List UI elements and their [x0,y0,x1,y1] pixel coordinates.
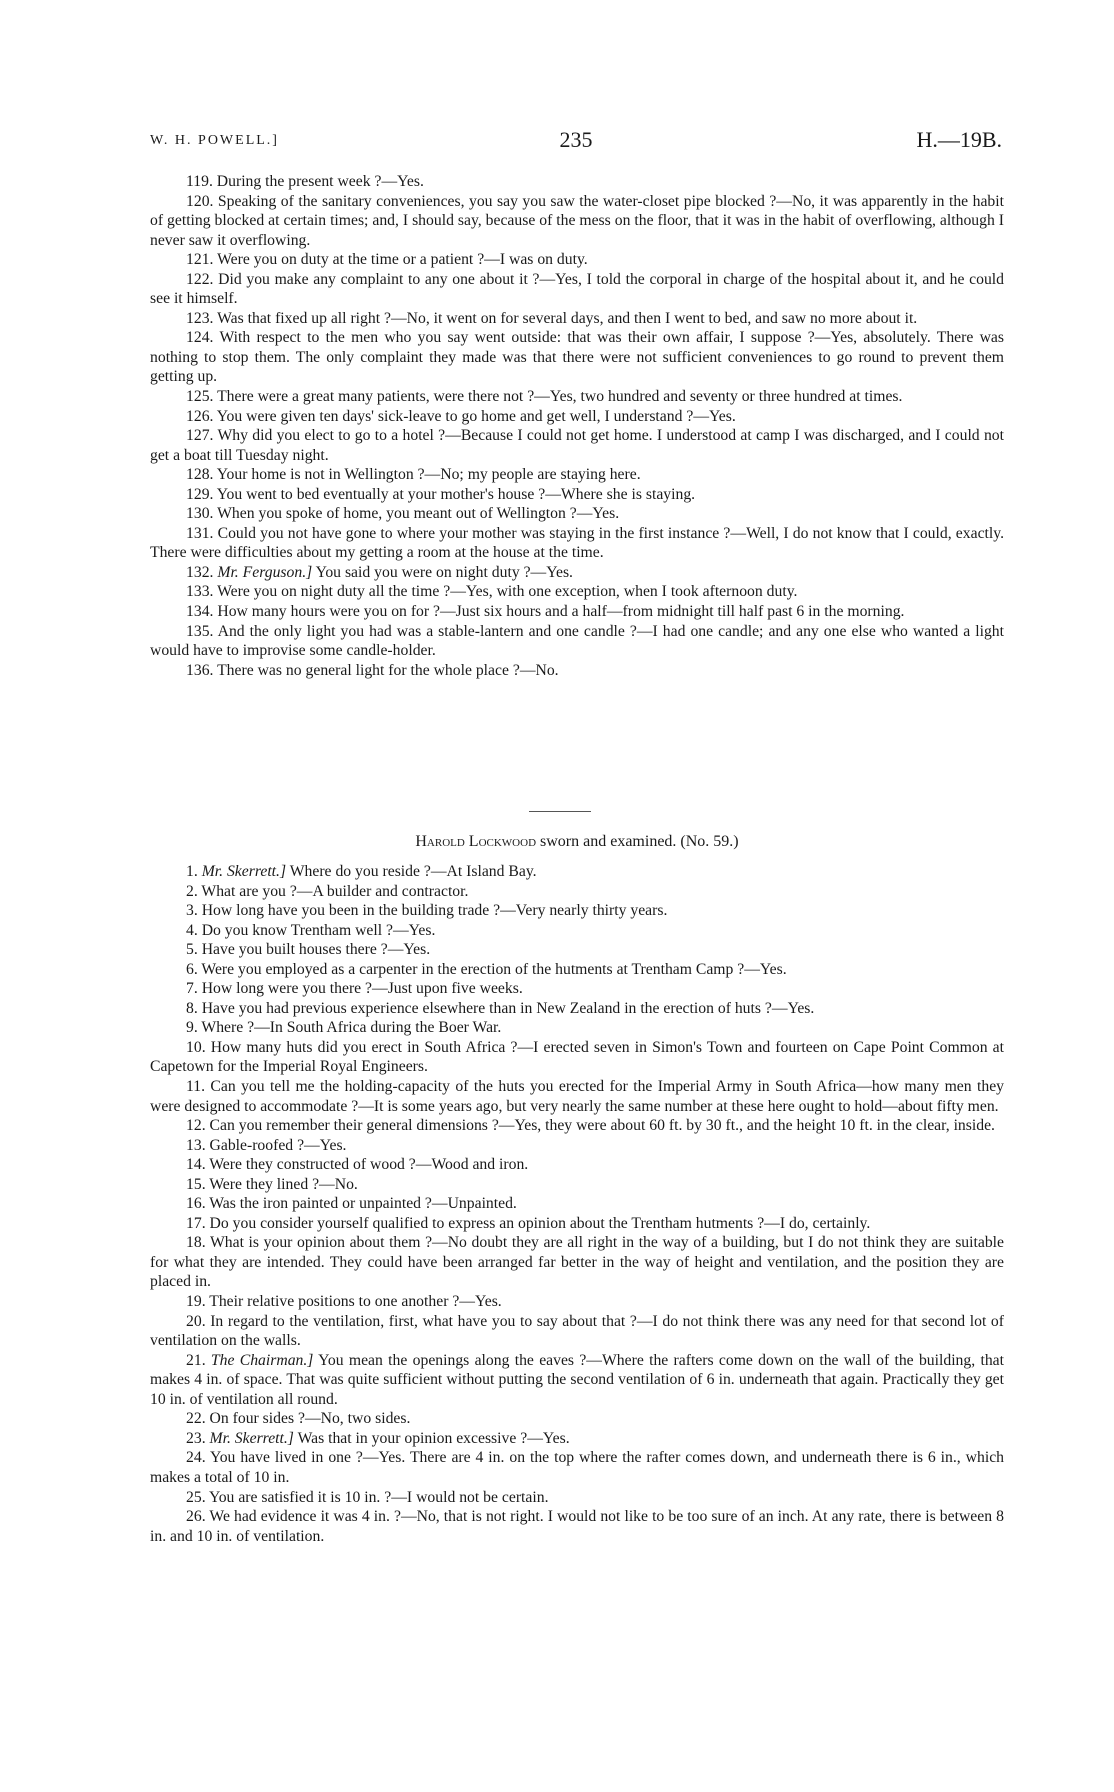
question-paragraph: 131. Could you not have gone to where your mother was staying in the first instance ?—Well, I do not know that I could, exactly. There were difficulties about my getting a room at the house at the time. [150,524,1004,562]
question-number: 1. [186,863,198,880]
question-paragraph: 17. Do you consider yourself qualified to express an opinion about the Trentham hutments ?—I do, certainly. [186,1214,871,1232]
witness-heading [150,833,1004,851]
question-text: Was that in your opinion excessive ?—Yes. [297,1429,570,1447]
speaker-label: The Chairman.] [210,1351,314,1369]
question-paragraph: 124. With respect to the men who you say went outside: that was their own affair, I suppose ?—Yes, absolutely. There was nothing to stop them. The only complaint they made was that there were not sufficient conveniences to go round to prevent them getting up. [150,329,1004,386]
evidence-section-lockwood [150,862,1004,1546]
question-paragraph: 22. On four sides ?—No, two sides. [186,1410,411,1428]
question-paragraph: 127. Why did you elect to go to a hotel ?—Because I could not get home. I understood at camp I was discharged, and I could not get a boat till Tuesday night. [150,427,1004,464]
question-paragraph: 14. Were they constructed of wood ?—Wood and iron. [186,1156,529,1174]
question-paragraph: 128. Your home is not in Wellington ?—No; my people are staying here. [186,466,641,484]
question-paragraph: 121. Were you on duty at the time or a patient ?—I was on duty. [186,251,588,269]
speaker-label: Mr. Skerrett.] [201,863,287,880]
witness-name: Harold Lockwood [415,833,537,850]
question-paragraph: 16. Was the iron painted or unpainted ?—Unpainted. [186,1195,517,1213]
question-paragraph [150,862,1004,882]
page-number: 235 [559,127,593,152]
question-paragraph: 13. Gable-roofed ?—Yes. [186,1136,347,1154]
question-paragraph: 136. There was no general light for the whole place ?—No. [186,661,559,679]
question-number: 21. [186,1351,206,1369]
witness-sworn: sworn and examined. [540,833,677,850]
question-paragraph: 120. Speaking of the sanitary conveniences, you say you saw the water-closet pipe blocked ?—No, it was apparently in the habit of getting blocked at certain times; and, I should say, because of the mess on the floor, that it was in the habit of overflowing, although I never saw it overflowing. [150,192,1004,249]
question-paragraph: 133. Were you on night duty all the time ?—Yes, with one exception, when I took afternoon duty. [186,583,798,601]
question-paragraph: 126. You were given ten days' sick-leave to go home and get well, I understand ?—Yes. [186,407,736,425]
question-paragraph: 2. What are you ?—A builder and contractor. [186,882,469,900]
page-header [150,127,1002,157]
question-paragraph: 19. Their relative positions to one another ?—Yes. [186,1293,502,1311]
question-paragraph [150,563,1004,583]
question-paragraph: 4. Do you know Trentham well ?—Yes. [186,921,436,939]
speaker-label: Mr. Skerrett.] [209,1429,294,1447]
question-paragraph: 122. Did you make any complaint to any one about it ?—Yes, I told the corporal in charge of the hospital about it, and he could see it himself. [150,270,1004,308]
question-paragraph: 24. You have lived in one ?—Yes. There are 4 in. on the top where the rafter comes down, and underneath there is 6 in., which makes a total of 10 in. [150,1449,1004,1486]
question-text: Where do you reside ?—At Island Bay. [289,863,537,880]
header-witness: W. H. POWELL.] [150,133,279,148]
section-divider [529,811,591,812]
question-paragraph: 9. Where ?—In South Africa during the Boer War. [186,1019,502,1037]
question-paragraph: 123. Was that fixed up all right ?—No, it went on for several days, and then I went to bed, and saw no more about it. [186,309,918,327]
question-paragraph: 135. And the only light you had was a stable-lantern and one candle ?—I had one candle; and any one else who wanted a light would have to improvise some candle-holder. [150,622,1004,660]
question-paragraph: 7. How long were you there ?—Just upon five weeks. [186,980,523,998]
question-paragraph: 129. You went to bed eventually at your mother's house ?—Where she is staying. [186,485,696,503]
question-paragraph: 12. Can you remember their general dimensions ?—Yes, they were about 60 ft. by 30 ft., and the height 10 ft. in the clear, inside. [186,1117,995,1135]
question-paragraph: 6. Were you employed as a carpenter in the erection of the hutments at Trentham Camp ?—Yes. [186,960,787,978]
question-paragraph: 18. What is your opinion about them ?—No doubt they are all right in the way of a building, but I do not think they are suitable for what they are intended. They could have been arranged far better in the way of height and ventilation, and the position they are placed in. [150,1234,1004,1291]
witness-number: (No. 59.) [680,833,739,850]
evidence-section-powell [150,172,1004,680]
question-paragraph [150,1351,1004,1410]
question-paragraph: 10. How many huts did you erect in South Africa ?—I erected seven in Simon's Town and fourteen on Cape Point Common at Capetown for the Imperial Royal Engineers. [150,1038,1004,1076]
speaker-label: Mr. Ferguson.] [217,563,313,581]
question-paragraph: 26. We had evidence it was 4 in. ?—No, that is not right. I would not like to be too sure of an inch. At any rate, there is between 8 in. and 10 in. of ventilation. [150,1508,1004,1545]
question-paragraph: 3. How long have you been in the building trade ?—Very nearly thirty years. [186,902,668,920]
paper-reference: H.—19B. [916,127,1002,152]
question-paragraph: 130. When you spoke of home, you meant out of Wellington ?—Yes. [186,505,620,523]
question-text: You said you were on night duty ?—Yes. [315,563,573,581]
question-number: 23. [186,1429,206,1447]
question-paragraph: 125. There were a great many patients, were there not ?—Yes, two hundred and seventy or three hundred at times. [186,388,903,406]
question-paragraph [150,1429,1004,1449]
question-paragraph: 20. In regard to the ventilation, first, what have you to say about that ?—I do not think there was any need for that second lot of ventilation on the walls. [150,1312,1004,1350]
question-text: You mean the openings along the eaves ?—Where the rafters come down on the wall of the building, that makes 4 in. of space. That was quite sufficient without putting the second ventilation of 6 in. underneath that again. Practically they get 10 in. of ventilation all round. [150,1351,1004,1408]
question-paragraph: 8. Have you had previous experience elsewhere than in New Zealand in the erection of huts ?—Yes. [186,999,815,1017]
question-paragraph: 11. Can you tell me the holding-capacity of the huts you erected for the Imperial Army in South Africa—how many men they were designed to accommodate ?—It is some years ago, but very nearly the same number at these here ought to hold—about fifty men. [150,1078,1004,1115]
question-paragraph: 119. During the present week ?—Yes. [186,173,424,190]
question-paragraph: 134. How many hours were you on for ?—Just six hours and a half—from midnight till half past 6 in the morning. [186,603,905,621]
question-paragraph: 5. Have you built houses there ?—Yes. [186,941,431,959]
question-paragraph: 25. You are satisfied it is 10 in. ?—I would not be certain. [186,1488,549,1506]
question-number: 132. [186,563,214,581]
question-paragraph: 15. Were they lined ?—No. [186,1175,358,1193]
